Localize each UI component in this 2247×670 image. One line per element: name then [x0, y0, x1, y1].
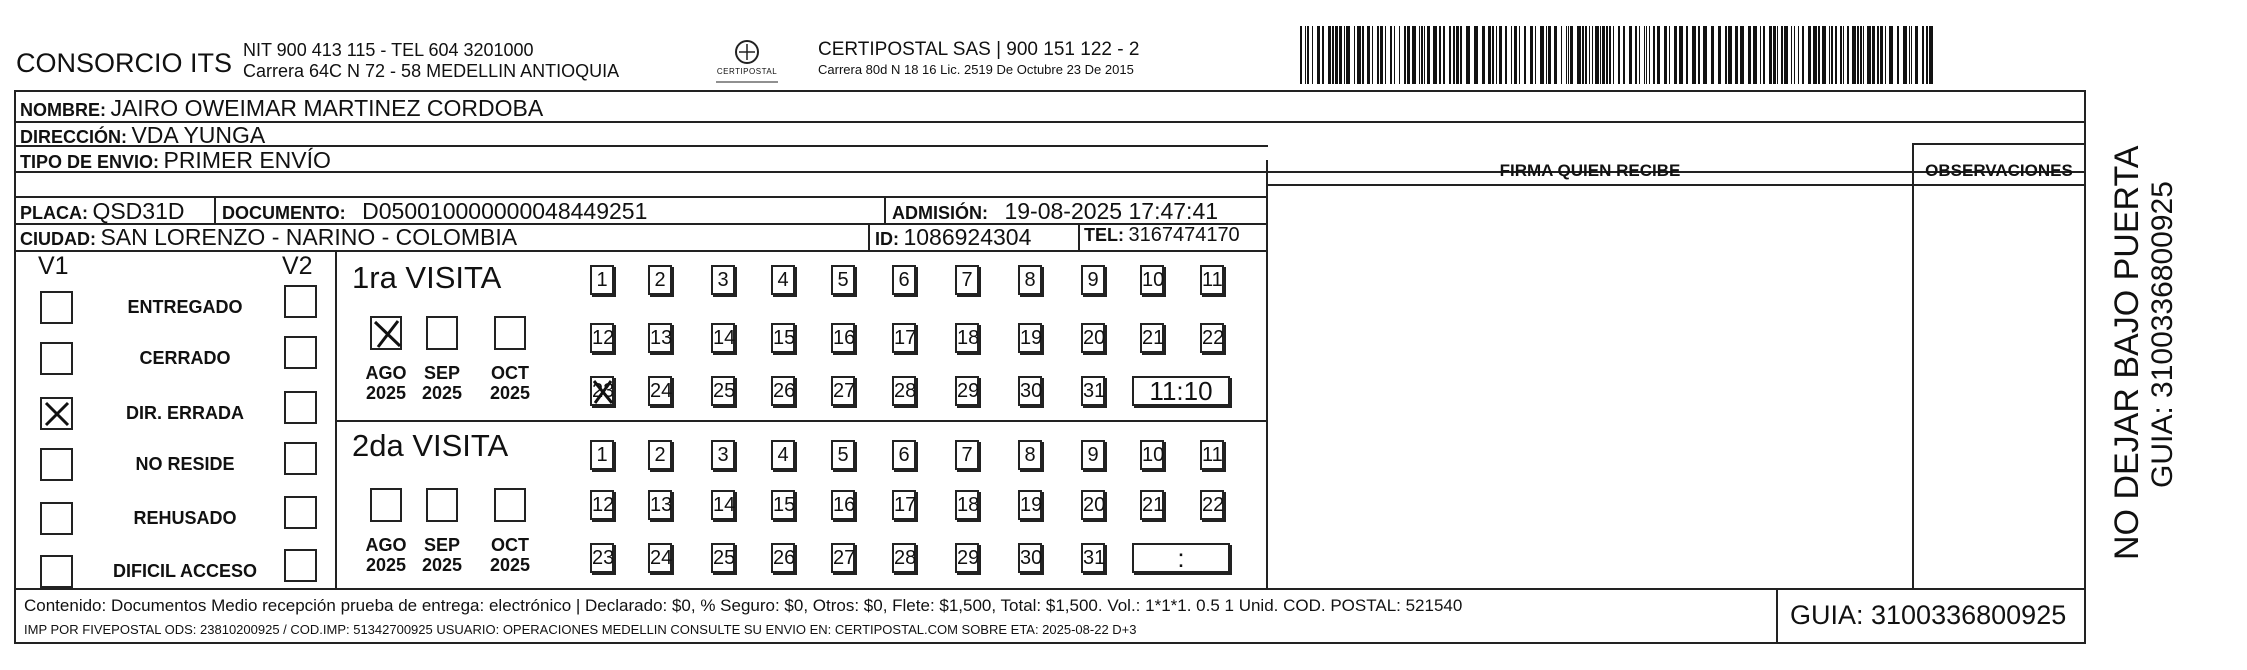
barcode-bar: [1317, 26, 1320, 84]
status-option-label: NO RESIDE: [135, 454, 235, 474]
barcode-bar: [1791, 26, 1792, 84]
barcode-bar: [1763, 26, 1765, 84]
barcode-bar: [1474, 26, 1478, 84]
month-name: OCT: [491, 535, 529, 555]
month-year: 2025: [365, 383, 407, 403]
month-name: SEP: [423, 363, 461, 383]
check-mark-icon: [42, 399, 72, 429]
barcode-bar: [1561, 26, 1562, 84]
barcode-bar: [1568, 26, 1569, 84]
firma-label: FIRMA QUIEN RECIBE: [1499, 161, 1681, 180]
v2-checkbox[interactable]: [284, 336, 317, 369]
day-box[interactable]: 5: [831, 265, 855, 295]
barcode-bar: [1399, 26, 1400, 84]
day-box[interactable]: 28: [892, 376, 916, 406]
barcode-bar: [1362, 26, 1364, 84]
barcode-bar: [1692, 26, 1696, 84]
barcode-bar: [1843, 26, 1844, 84]
company-name: CONSORCIO ITS: [16, 48, 233, 78]
barcode-bar: [1728, 26, 1732, 84]
barcode-bar: [1613, 26, 1614, 84]
id-value: 1086924304: [903, 224, 1032, 250]
barcode-bar: [1808, 26, 1811, 84]
barcode-bar: [1777, 26, 1778, 84]
barcode-bar: [1822, 26, 1826, 84]
company-address: Carrera 64C N 72 - 58 MEDELLIN ANTIOQUIA: [243, 61, 620, 81]
day-box[interactable]: 11: [1200, 265, 1224, 295]
day-box[interactable]: 20: [1081, 323, 1105, 353]
month-label: [358, 535, 414, 575]
barcode-bar: [1629, 26, 1632, 84]
barcode-bar: [1344, 26, 1345, 84]
certipostal-info: CERTIPOSTAL SAS | 900 151 122 - 2: [818, 39, 1140, 60]
footer-guia: GUIA: 3100336800925: [1790, 600, 2067, 630]
day-box[interactable]: 9: [1081, 440, 1105, 470]
day-box[interactable]: 1: [590, 265, 614, 295]
admision-label: ADMISIÓN:: [892, 203, 988, 223]
barcode-bar: [1698, 26, 1700, 84]
month-checkbox-sep[interactable]: [426, 316, 458, 350]
barcode-bar: [1818, 26, 1820, 84]
nombre-row: [20, 95, 543, 122]
v2-checkbox[interactable]: [284, 549, 317, 582]
barcode-bar: [1554, 26, 1557, 84]
barcode-bar: [1740, 26, 1744, 84]
barcode-bar: [1488, 26, 1491, 84]
barcode-bar: [1385, 26, 1386, 84]
v2-checkbox[interactable]: [284, 442, 317, 475]
barcode-bar: [1424, 26, 1425, 84]
day-box[interactable]: 27: [831, 376, 855, 406]
barcode-bar: [1922, 26, 1924, 84]
barcode-bar: [1456, 26, 1459, 84]
ciudad-label: CIUDAD:: [20, 229, 96, 249]
status-option-label: DIFICIL ACCESO: [112, 561, 257, 581]
status-option-label: CERRADO: [139, 348, 231, 368]
barcode-bar: [1718, 26, 1721, 84]
barcode-bar: [1877, 26, 1879, 84]
day-box[interactable]: 28: [892, 543, 916, 573]
barcode-bar: [1657, 26, 1660, 84]
month-checkbox-oct[interactable]: [494, 316, 526, 350]
barcode-bar: [1589, 26, 1590, 84]
ciudad-value: SAN LORENZO - NARINO - COLOMBIA: [100, 224, 518, 250]
barcode-bar: [1773, 26, 1776, 84]
day-box[interactable]: 29: [955, 376, 979, 406]
day-box[interactable]: 2: [648, 440, 672, 470]
day-box[interactable]: 15: [771, 323, 795, 353]
day-box[interactable]: 3: [711, 440, 735, 470]
month-label: [358, 363, 414, 403]
admision-value: 19-08-2025 17:47:41: [1004, 198, 1219, 224]
barcode-bar: [1903, 26, 1907, 84]
barcode-bar: [1829, 26, 1830, 84]
day-number: 23: [592, 380, 615, 402]
barcode-bar: [1335, 26, 1338, 84]
day-box[interactable]: 18: [955, 323, 979, 353]
footer-contenido: Contenido: Documentos Medio recepción prueba de entrega: electrónico | Declarado: $0, % Seguro: $0, Otros: $0, Flete: $1,500, Total: $1,500. Vol.: 1*1*1. 0.5 1 Unid. COD. POSTAL: 521540: [24, 596, 1463, 615]
barcode-bar: [1915, 26, 1918, 84]
day-box[interactable]: 8: [1018, 440, 1042, 470]
barcode-bar: [1367, 26, 1370, 84]
certipostal-logo-icon: [712, 38, 782, 86]
barcode-bar: [1929, 26, 1933, 84]
day-box[interactable]: 6: [892, 440, 916, 470]
barcode-bar: [1872, 26, 1875, 84]
day-box[interactable]: 16: [831, 323, 855, 353]
observaciones-label: OBSERVACIONES: [1925, 161, 2073, 180]
day-box[interactable]: 14: [711, 490, 735, 520]
v2-checkbox[interactable]: [284, 391, 317, 424]
company-nit: NIT 900 413 115 - TEL 604 3201000: [243, 40, 534, 60]
day-box[interactable]: 24: [648, 543, 672, 573]
barcode-bar: [1889, 26, 1893, 84]
day-box[interactable]: 31: [1081, 376, 1105, 406]
month-name: AGO: [365, 363, 407, 383]
v2-label: V2: [282, 252, 313, 280]
barcode-bar: [1711, 26, 1714, 84]
barcode-bar: [1686, 26, 1688, 84]
month-checkbox-oct[interactable]: [494, 488, 526, 522]
barcode-bar: [1880, 26, 1883, 84]
header: [0, 0, 2247, 90]
day-box[interactable]: 17: [892, 490, 916, 520]
day-box[interactable]: 6: [892, 265, 916, 295]
v2-checkbox[interactable]: [284, 285, 317, 318]
check-mark-icon: [372, 318, 402, 350]
v1-checkbox[interactable]: [40, 342, 73, 375]
barcode-bar: [1760, 26, 1761, 84]
barcode-bar: [1540, 26, 1544, 84]
day-box[interactable]: 13: [648, 490, 672, 520]
barcode-bar: [1305, 26, 1306, 84]
barcode-bar: [1840, 26, 1842, 84]
barcode-bar: [1499, 26, 1502, 84]
day-box[interactable]: 26: [771, 376, 795, 406]
day-box[interactable]: 21: [1140, 490, 1164, 520]
check-mark-icon: [592, 378, 614, 406]
barcode-bar: [1453, 26, 1455, 84]
barcode-bar: [1911, 26, 1912, 84]
day-box[interactable]: 19: [1018, 490, 1042, 520]
barcode-bar: [1769, 26, 1772, 84]
barcode-bar: [1511, 26, 1512, 84]
barcode-bar: [1407, 26, 1410, 84]
ciudad-row: [20, 224, 517, 251]
barcode-bar: [1460, 26, 1462, 84]
barcode-bar: [1897, 26, 1899, 84]
barcode-bar: [1377, 26, 1379, 84]
barcode-bar: [1548, 26, 1551, 84]
barcode-bar: [1421, 26, 1423, 84]
barcode-bar: [1449, 26, 1451, 84]
barcode-bar: [1357, 26, 1361, 84]
month-name: SEP: [423, 535, 461, 555]
barcode-bar: [1748, 26, 1751, 84]
direccion-label: DIRECCIÓN:: [20, 127, 127, 147]
day-box[interactable]: 1: [590, 440, 614, 470]
barcode-bar: [1618, 26, 1620, 84]
barcode-bar: [1600, 26, 1601, 84]
day-box[interactable]: 3: [711, 265, 735, 295]
barcode-bar: [1753, 26, 1757, 84]
month-label: [482, 535, 538, 575]
day-box[interactable]: 7: [955, 440, 979, 470]
barcode-bar: [1419, 26, 1420, 84]
barcode-bar: [1322, 26, 1324, 84]
day-box[interactable]: 22: [1200, 490, 1224, 520]
status-option-label: REHUSADO: [133, 508, 237, 528]
month-year: 2025: [489, 555, 531, 575]
barcode-bar: [1582, 26, 1584, 84]
day-box[interactable]: 25: [711, 543, 735, 573]
day-box[interactable]: 30: [1018, 543, 1042, 573]
barcode-bar: [1394, 26, 1395, 84]
tipo-value: PRIMER ENVÍO: [163, 147, 331, 173]
barcode-bar: [1339, 26, 1342, 84]
tel-value: 3167474170: [1128, 224, 1240, 246]
barcode-bar: [1328, 26, 1331, 84]
barcode-bar: [1492, 26, 1494, 84]
day-box[interactable]: 15: [771, 490, 795, 520]
day-box[interactable]: 17: [892, 323, 916, 353]
barcode-bar: [1585, 26, 1587, 84]
v1-checkbox[interactable]: [40, 291, 73, 324]
day-box[interactable]: 13: [648, 323, 672, 353]
month-year: 2025: [421, 555, 463, 575]
day-box[interactable]: 30: [1018, 376, 1042, 406]
v2-checkbox[interactable]: [284, 496, 317, 529]
barcode-bar: [1372, 26, 1373, 84]
barcode-bar: [1664, 26, 1667, 84]
day-box[interactable]: 14: [711, 323, 735, 353]
day-box[interactable]: 4: [771, 440, 795, 470]
day-box[interactable]: 10: [1140, 265, 1164, 295]
day-box[interactable]: 18: [955, 490, 979, 520]
barcode-bar: [1390, 26, 1392, 84]
barcode-bar: [1496, 26, 1497, 84]
certipostal-address: Carrera 80d N 18 16 Lic. 2519 De Octubre 23 De 2015: [818, 62, 1134, 77]
month-label: [414, 535, 470, 575]
month-checkbox-ago[interactable]: [370, 316, 402, 350]
v1-label: V1: [38, 252, 69, 280]
direccion-value: VDA YUNGA: [131, 122, 266, 148]
barcode-bar: [1798, 26, 1799, 84]
id-row: [875, 224, 1031, 251]
barcode-bar: [1433, 26, 1437, 84]
day-box[interactable]: 20: [1081, 490, 1105, 520]
documento-value: D050010000000048449251: [362, 198, 648, 224]
v1-checkbox[interactable]: [40, 397, 73, 430]
barcode-bar: [1813, 26, 1817, 84]
nombre-value: JAIRO OWEIMAR MARTINEZ CORDOBA: [110, 95, 544, 121]
tel-label: TEL:: [1084, 225, 1124, 245]
day-box[interactable]: 10: [1140, 440, 1164, 470]
side-warning: NO DEJAR BAJO PUERTA: [2108, 145, 2146, 560]
barcode-bar: [1592, 26, 1593, 84]
barcode-bar: [1669, 26, 1670, 84]
day-box[interactable]: 31: [1081, 543, 1105, 573]
day-box[interactable]: 2: [648, 265, 672, 295]
barcode-bar: [1439, 26, 1441, 84]
barcode-bar: [1595, 26, 1599, 84]
barcode-bar: [1653, 26, 1655, 84]
day-box[interactable]: 25: [711, 376, 735, 406]
barcode-bar: [1514, 26, 1517, 84]
barcode-bar: [1412, 26, 1416, 84]
barcode-bar: [1735, 26, 1738, 84]
month-label: [482, 363, 538, 403]
tipo-row: [20, 147, 331, 174]
placa-value: QSD31D: [92, 198, 185, 224]
v1-checkbox[interactable]: [40, 448, 73, 481]
barcode-bar: [1885, 26, 1886, 84]
barcode-bar: [1524, 26, 1526, 84]
barcode-bar: [1346, 26, 1350, 84]
barcode-bar: [1646, 26, 1647, 84]
documento-label: DOCUMENTO:: [222, 203, 346, 223]
day-box[interactable]: [590, 376, 614, 406]
direccion-row: [20, 122, 265, 149]
barcode-bar: [1530, 26, 1533, 84]
month-checkbox-ago[interactable]: [370, 488, 402, 522]
placa-label: PLACA:: [20, 203, 88, 223]
tel-row: [1084, 224, 1240, 247]
barcode-bar: [1443, 26, 1445, 84]
day-box[interactable]: 26: [771, 543, 795, 573]
barcode-bar: [1519, 26, 1520, 84]
barcode-bar: [1312, 26, 1313, 84]
month-name: AGO: [365, 535, 407, 555]
barcode-bar: [1546, 26, 1547, 84]
day-box[interactable]: 19: [1018, 323, 1042, 353]
id-label: ID:: [875, 229, 899, 249]
placa-row: [20, 198, 185, 225]
barcode-bar: [1635, 26, 1637, 84]
first-visit-time[interactable]: 11:10: [1132, 376, 1230, 406]
barcode-bar: [1505, 26, 1507, 84]
barcode-bar: [1703, 26, 1707, 84]
barcode-bar: [1570, 26, 1573, 84]
barcode-bar: [1781, 26, 1783, 84]
month-label: [414, 363, 470, 403]
barcode-bar: [1802, 26, 1804, 84]
first-visit-title: 1ra VISITA: [352, 260, 502, 295]
barcode-bar: [1860, 26, 1862, 84]
certipostal-logo-text: CERTIPOSTAL: [716, 67, 778, 76]
barcode-bar: [1609, 26, 1611, 84]
day-box[interactable]: 29: [955, 543, 979, 573]
barcode-bar: [1863, 26, 1864, 84]
day-box[interactable]: 23: [590, 543, 614, 573]
status-option-label: ENTREGADO: [127, 297, 243, 317]
barcode-bar: [1649, 26, 1650, 84]
month-year: 2025: [421, 383, 463, 403]
barcode-bar: [1835, 26, 1837, 84]
second-visit-time[interactable]: :: [1132, 543, 1230, 573]
barcode-bar: [1606, 26, 1608, 84]
month-year: 2025: [365, 555, 407, 575]
day-box[interactable]: 12: [590, 490, 614, 520]
month-name: OCT: [491, 363, 529, 383]
v1-checkbox[interactable]: [40, 502, 73, 535]
barcode-bar: [1784, 26, 1788, 84]
day-box[interactable]: 21: [1140, 323, 1164, 353]
month-year: 2025: [489, 383, 531, 403]
day-box[interactable]: 7: [955, 265, 979, 295]
certipostal-logo: [712, 38, 782, 86]
barcode-bar: [1794, 26, 1795, 84]
barcode: [1300, 26, 1936, 84]
barcode-bar: [1857, 26, 1859, 84]
day-box[interactable]: 5: [831, 440, 855, 470]
barcode-bar: [1831, 26, 1833, 84]
barcode-bar: [1926, 26, 1928, 84]
day-box[interactable]: 4: [771, 265, 795, 295]
day-box[interactable]: 11: [1200, 440, 1224, 470]
barcode-bar: [1466, 26, 1470, 84]
day-box[interactable]: 16: [831, 490, 855, 520]
barcode-bar: [1852, 26, 1856, 84]
barcode-bar: [1354, 26, 1355, 84]
admision-row: [892, 198, 1218, 225]
barcode-bar: [1307, 26, 1309, 84]
tipo-label: TIPO DE ENVIO:: [20, 152, 160, 172]
day-box[interactable]: 22: [1200, 323, 1224, 353]
nombre-label: NOMBRE:: [20, 100, 106, 120]
day-box[interactable]: 27: [831, 543, 855, 573]
day-box[interactable]: 12: [590, 323, 614, 353]
barcode-bar: [1639, 26, 1640, 84]
barcode-bar: [1679, 26, 1683, 84]
documento-row: [222, 198, 647, 225]
barcode-bar: [1725, 26, 1727, 84]
barcode-bar: [1566, 26, 1567, 84]
barcode-bar: [1577, 26, 1581, 84]
barcode-bar: [1404, 26, 1406, 84]
footer-imp: IMP POR FIVEPOSTAL ODS: 23810200925 / COD.IMP: 51342700925 USUARIO: OPERACIONES MEDELLIN CONSULTE SU ENVIO EN: CERTIPOSTAL.COM SOBRE ETA: 2025-08-22 D+3: [24, 622, 1137, 637]
side-guia: GUIA: 3100336800925: [2146, 181, 2179, 488]
barcode-bar: [1332, 26, 1334, 84]
day-box[interactable]: 8: [1018, 265, 1042, 295]
barcode-bar: [1623, 26, 1625, 84]
barcode-bar: [1867, 26, 1871, 84]
barcode-bar: [1909, 26, 1910, 84]
day-box[interactable]: 9: [1081, 265, 1105, 295]
status-option-label: DIR. ERRADA: [125, 403, 244, 423]
barcode-bar: [1300, 26, 1302, 84]
day-box[interactable]: 24: [648, 376, 672, 406]
month-checkbox-sep[interactable]: [426, 488, 458, 522]
barcode-bar: [1427, 26, 1430, 84]
barcode-bar: [1380, 26, 1383, 84]
barcode-bar: [1602, 26, 1605, 84]
second-visit-title: 2da VISITA: [352, 428, 509, 463]
barcode-bar: [1482, 26, 1485, 84]
barcode-bar: [1847, 26, 1849, 84]
v1-checkbox[interactable]: [40, 555, 73, 588]
barcode-bar: [1674, 26, 1677, 84]
barcode-bar: [1535, 26, 1536, 84]
barcode-bar: [1644, 26, 1645, 84]
